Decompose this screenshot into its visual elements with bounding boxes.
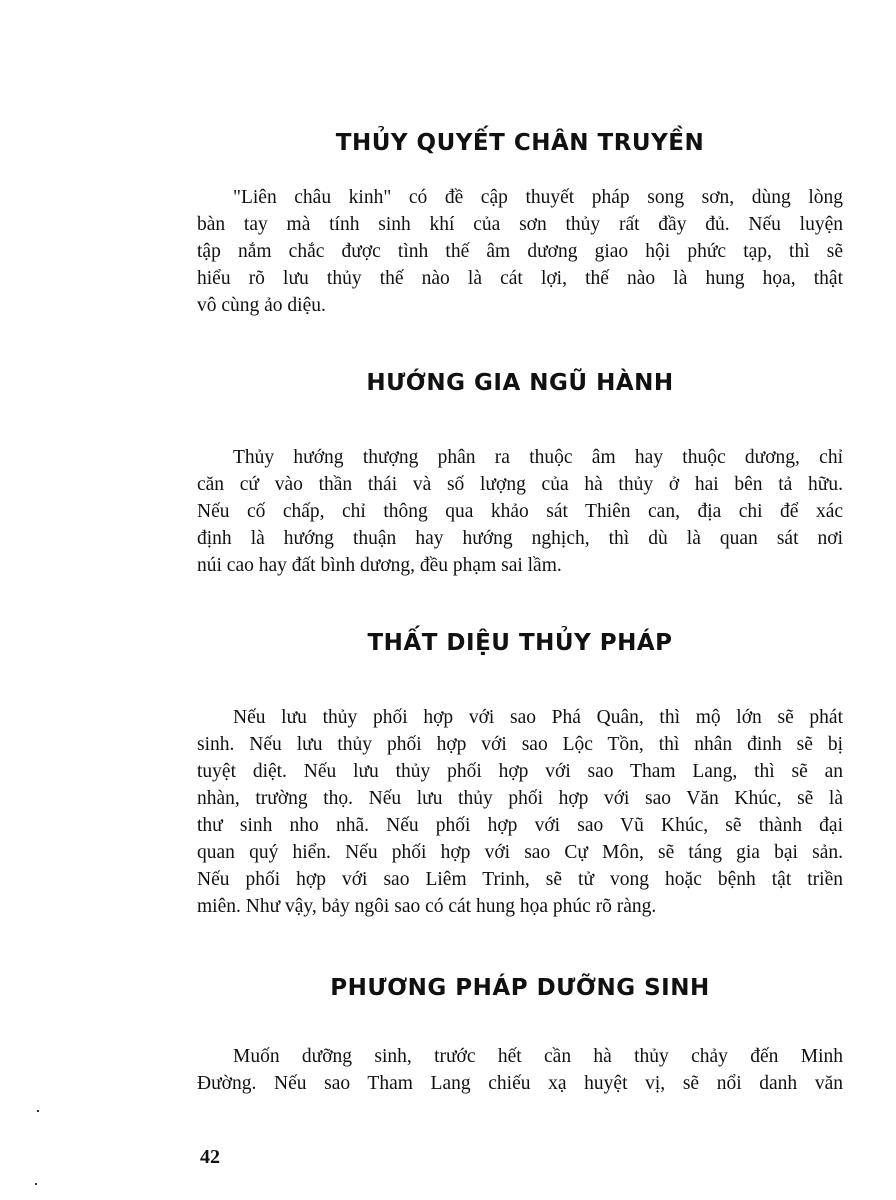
text-line: nhàn, trường thọ. Nếu lưu thủy phối hợp với sao Văn Khúc, sẽ là — [197, 788, 843, 809]
text-line: Đường. Nếu sao Tham Lang chiếu xạ huyệt vị, sẽ nổi danh văn — [197, 1073, 843, 1094]
text-line: bàn tay mà tính sinh khí của sơn thủy rất đầy đủ. Nếu luyện — [197, 214, 843, 235]
text-line: Nếu phối hợp với sao Liêm Trinh, sẽ tử vong hoặc bệnh tật triền — [197, 869, 843, 890]
text-line: Nếu lưu thủy phối hợp với sao Phá Quân, thì mộ lớn sẽ phát — [233, 707, 843, 728]
page-number: 42 — [200, 1146, 220, 1168]
section-heading: THẤT DIỆU THỦY PHÁP — [367, 630, 673, 656]
text-line: tuyệt diệt. Nếu lưu thủy phối hợp với sao Tham Lang, thì sẽ an — [197, 761, 843, 782]
text-line: hiểu rõ lưu thủy thế nào là cát lợi, thế nào là hung họa, thật — [197, 268, 843, 289]
section-paragraph — [197, 704, 843, 920]
text-line: Thủy hướng thượng phân ra thuộc âm hay thuộc dương, chỉ — [233, 447, 843, 468]
text-line: định là hướng thuận hay hướng nghịch, thì dù là quan sát nơi — [197, 528, 843, 549]
section-paragraph — [197, 184, 843, 319]
text-line: sinh. Nếu lưu thủy phối hợp với sao Lộc Tồn, thì nhân đinh sẽ bị — [197, 734, 843, 755]
text-line: quan quý hiển. Nếu phối hợp với sao Cự Môn, sẽ táng gia bại sản. — [197, 842, 843, 863]
text-line: núi cao hay đất bình dương, đều phạm sai lầm. — [197, 555, 562, 576]
section-paragraph — [197, 1043, 843, 1097]
scan-speck — [35, 1183, 37, 1185]
scan-speck — [37, 1110, 39, 1112]
text-line: miên. Như vậy, bảy ngôi sao có cát hung họa phúc rõ ràng. — [197, 896, 657, 917]
section-heading: HƯỚNG GIA NGŨ HÀNH — [366, 370, 674, 396]
text-line: Nếu cố chấp, chỉ thông qua khảo sát Thiên can, địa chi để xác — [197, 501, 843, 522]
text-line: thư sinh nho nhã. Nếu phối hợp với sao Vũ Khúc, sẽ thành đại — [197, 815, 843, 836]
section-paragraph — [197, 444, 843, 579]
text-line: vô cùng ảo diệu. — [197, 295, 326, 316]
text-line: căn cứ vào thần thái và số lượng của hà thủy ở hai bên tả hữu. — [197, 474, 843, 495]
section-heading: PHƯƠNG PHÁP DƯỠNG SINH — [330, 975, 710, 1001]
text-line: tập nắm chắc được tình thế âm dương giao hội phức tạp, thì sẽ — [197, 241, 843, 262]
text-line: Muốn dưỡng sinh, trước hết cần hà thủy chảy đến Minh — [233, 1046, 843, 1067]
section-heading: THỦY QUYẾT CHÂN TRUYỀN — [335, 130, 705, 156]
text-line: "Liên châu kinh" có đề cập thuyết pháp song sơn, dùng lòng — [233, 187, 843, 208]
